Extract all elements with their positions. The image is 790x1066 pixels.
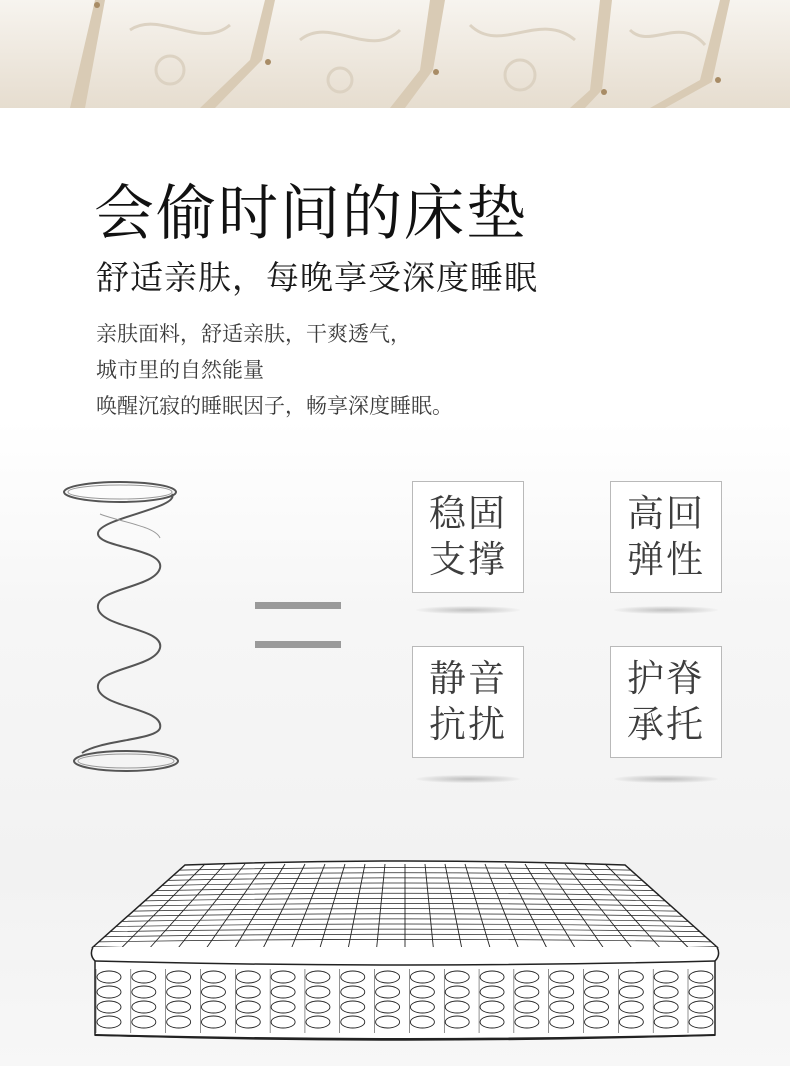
feature-shadow [416,775,520,783]
description-list [96,316,453,424]
description-line: 城市里的自然能量 [96,358,264,382]
equals-bar [255,641,341,648]
page-title: 会偷时间的床垫 [94,179,528,249]
feature-label: 弹性 [627,538,705,581]
feature-shadow [614,606,718,614]
description-line: 亲肤面料，舒适亲肤，干爽透气， [96,322,411,346]
feature-label: 抗扰 [429,703,507,746]
quilted-fabric-image [0,0,790,108]
feature-shadow [614,775,718,783]
coil-spring-icon [60,478,200,778]
feature-label: 支撑 [429,538,507,581]
equals-sign-icon [255,600,341,650]
description-line: 唤醒沉寂的睡眠因子，畅享深度睡眠。 [96,394,453,418]
page-subtitle: 舒适亲肤，每晚享受深度睡眠 [96,258,538,297]
feature-spine-support [610,646,722,758]
feature-silent-anti-disturbance [412,646,524,758]
feature-label: 静音 [429,657,507,700]
quilted-fabric-banner [0,0,790,108]
equals-bar [255,602,341,609]
feature-stable-support [412,481,524,593]
feature-label: 护脊 [627,657,705,700]
feature-label: 稳固 [429,492,507,535]
feature-label: 高回 [627,492,705,535]
feature-high-rebound [610,481,722,593]
feature-label: 承托 [627,703,705,746]
pocket-spring-mattress-icon [85,855,725,1050]
feature-shadow [416,606,520,614]
